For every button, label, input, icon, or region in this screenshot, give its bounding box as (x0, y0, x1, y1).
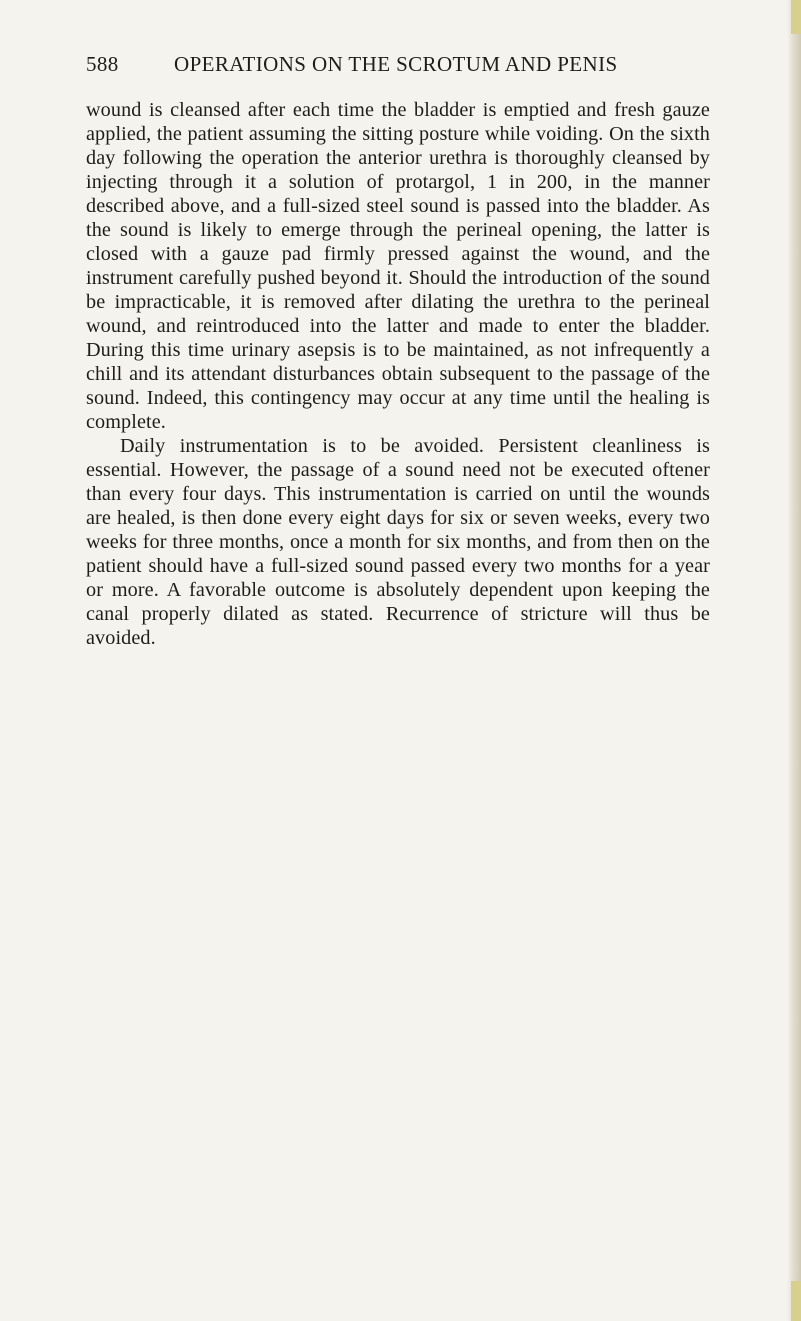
paragraph-1: wound is cleansed after each time the bladder is emptied and fresh gauze applied, the patient assuming the sitting posture while voiding. On the sixth day following the operation the anterior urethra is thoroughly cleansed by injecting through it a solution of protargol, 1 in 200, in the manner described above, and a full-sized steel sound is passed into the bladder. As the sound is likely to emerge through the perineal opening, the latter is closed with a gauze pad firmly pressed against the wound, and the instrument carefully pushed beyond it. Should the introduction of the sound be impracticable, it is removed after dilating the urethra to the perineal wound, and reintroduced into the latter and made to enter the bladder. During this time urinary asepsis is to be maintained, as not infrequently a chill and its attendant disturbances obtain subsequent to the passage of the sound. Indeed, this contingency may occur at any time until the healing is complete. (86, 99, 710, 433)
body-text (86, 98, 710, 650)
running-head: OPERATIONS ON THE SCROTUM AND PENIS (174, 52, 618, 76)
page-edge-tab-bottom (791, 1281, 801, 1321)
page-edge-tab-top (791, 0, 801, 34)
page-number: 588 (86, 52, 119, 76)
paragraph-2: Daily instrumentation is to be avoided. Persistent cleanliness is essential. However, the passage of a sound need not be executed oftener than every four days. This instrumentation is carried on until the wounds are healed, is then done every eight days for six or seven weeks, every two weeks for three months, once a month for six months, and from then on the patient should have a full-sized sound passed every two months for a year or more. A favorable outcome is absolutely dependent upon keeping the canal properly dilated as stated. Recurrence of stricture will thus be avoided. (86, 435, 710, 649)
page-header (86, 52, 706, 82)
page-edge-shadow (787, 0, 801, 1321)
